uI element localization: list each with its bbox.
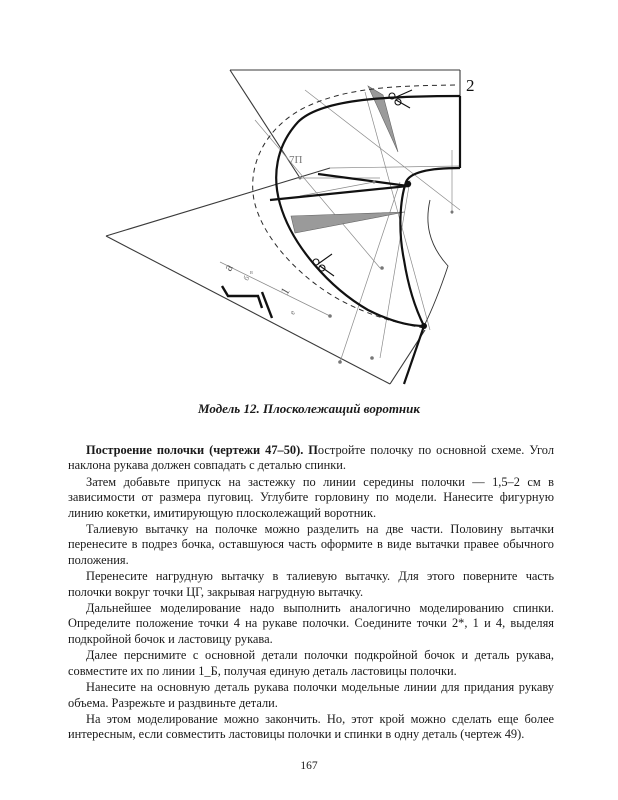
paragraph: Перенесите нагрудную вытачку в талиевую вытачку. Для этого поверните часть полочки вокруг точки ЦГ, закрывая нагрудную вытачку. <box>68 569 554 599</box>
darts <box>291 86 405 233</box>
paragraph: Далее перснимите с основной детали полочки подкройной бочок и деталь рукава, совместите их по линии 1_Б, получая единую деталь ластовицы полочки. <box>68 648 554 678</box>
paragraph: На этом моделирование можно закончить. Но, этот крой можно сделать еще более интересным, если совместить ластовицы полочки и спинки в одну деталь (чертеж 49). <box>68 711 554 742</box>
paragraph: Нанесите на основную деталь рукава полочки модельные линии для придания рукаву объема. Разрежьте и раздвиньте детали. <box>68 680 554 710</box>
label-2: 2 <box>466 76 475 95</box>
scissors-icon <box>389 90 412 108</box>
paragraph: Талиевую вытачку на полочке можно разделить на две части. Половину вытачки перенесите в подрез бочка, оставшуюся часть оформите в виде вытачки правее обычного положения. <box>68 522 554 567</box>
paragraph <box>68 443 554 474</box>
figure-caption: Модель 12. Плосколежащий воротник <box>198 401 420 416</box>
construction-lines <box>220 90 460 362</box>
paragraph: Затем добавьте припуск на застежку по линии середины полочки — 1,5–2 см в зависимости от размера пуговиц. Углубите горловину по модели. Нанесите фигурную линию кокетки, имитирующую плосколежащий воротник. <box>68 474 554 520</box>
sleeve-curves <box>424 200 448 326</box>
label-7p: 7П <box>289 154 303 166</box>
label-e: е <box>287 308 298 317</box>
label-1: 1 <box>277 284 293 298</box>
label-a: a <box>219 260 236 274</box>
paragraph: Дальнейшее моделирование надо выполнить аналогично моделированию спинки. Определите положение точки 4 на рукаве полочки. Соедините точки 2*, 1 и 4, выделяя подкройной бочок и ластовицу рукава. <box>68 601 554 646</box>
page-number: 167 <box>300 760 318 772</box>
hem-marks <box>222 286 272 318</box>
points <box>299 177 454 364</box>
label-v: в <box>250 270 253 276</box>
outer-outline <box>106 70 460 384</box>
label-b: б <box>241 274 252 283</box>
paragraph-heading: Построение полочки (чертежи 47–50). П <box>86 443 318 457</box>
paragraph-text: остройте полочку по основной схеме. Угол наклона рукава должен совпадать с деталью спинки. <box>68 443 554 473</box>
body-text <box>68 443 554 744</box>
scissors-icon <box>313 254 334 276</box>
